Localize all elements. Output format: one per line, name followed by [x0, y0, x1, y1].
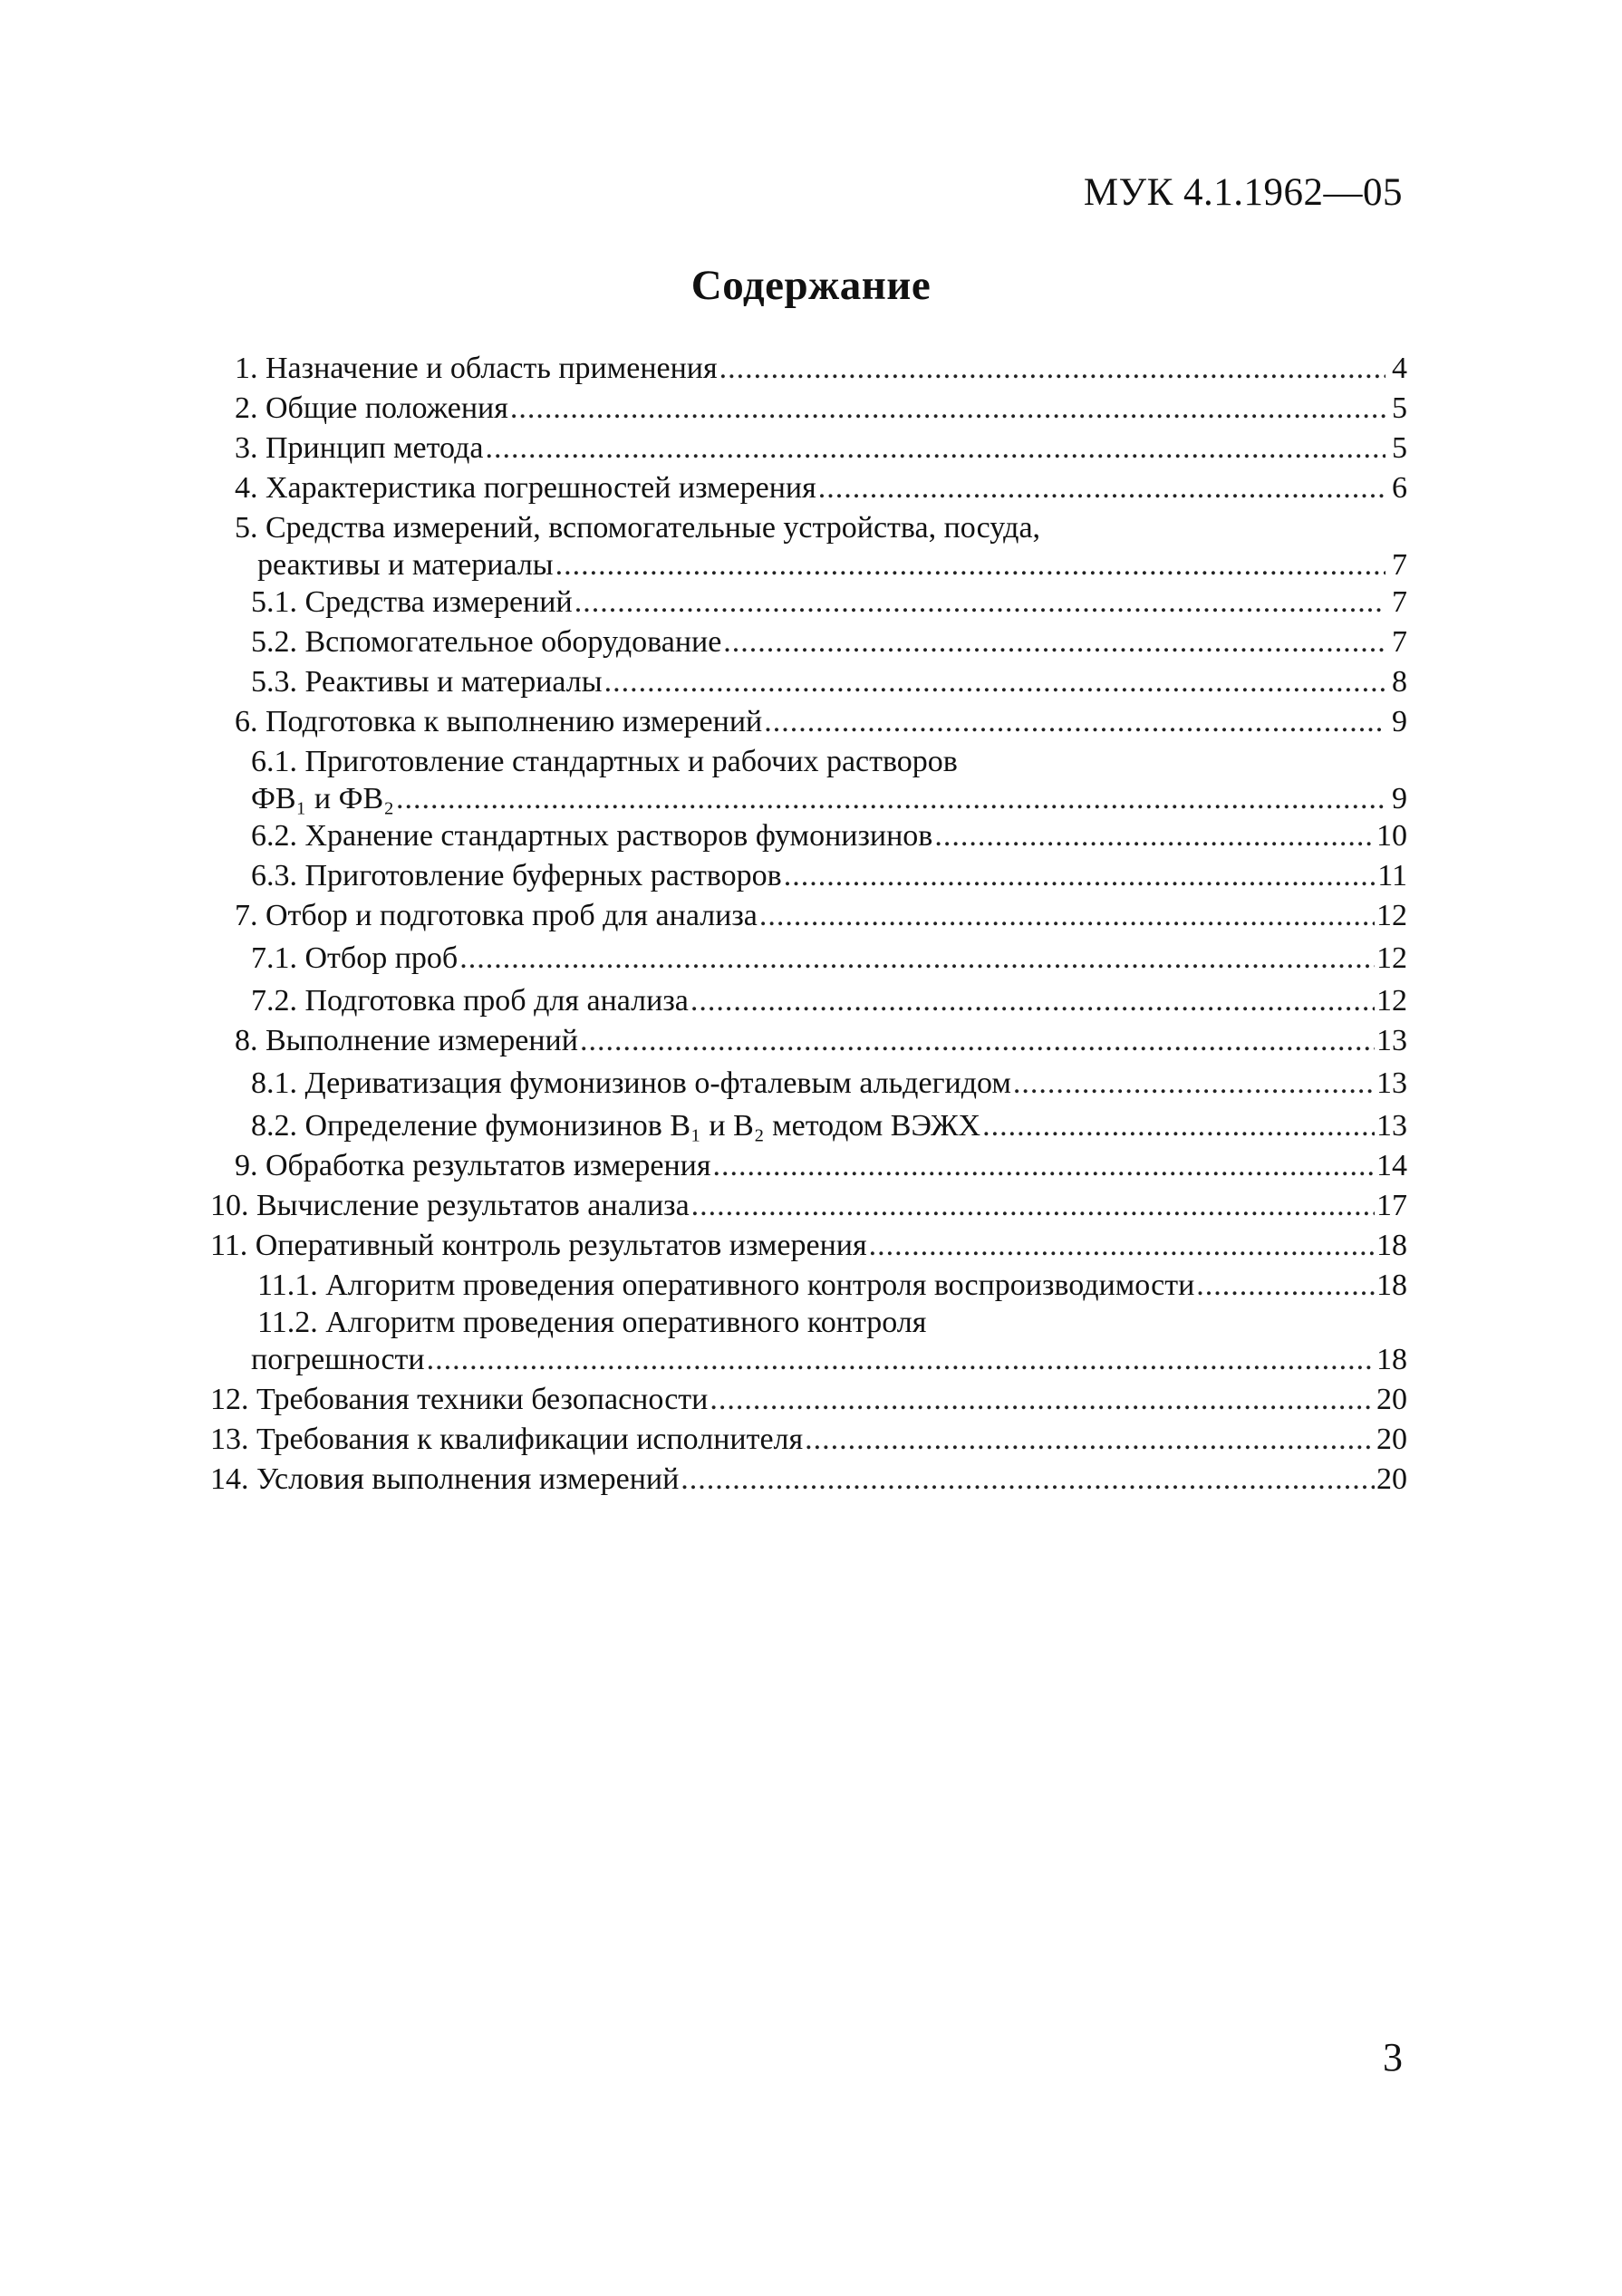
toc-leader-dots [485, 429, 1385, 468]
toc-entry-page: 20 [1376, 1462, 1407, 1496]
toc-entry-continuation [210, 1340, 1407, 1380]
toc-entry-text: 5.3. Реактивы и материалы [251, 665, 603, 699]
toc-entry [210, 896, 1407, 936]
toc-leader-dots [691, 1186, 1375, 1226]
toc-entry-text: 6. Подготовка к выполнению измерений [235, 705, 763, 738]
toc-entry-text: 6.2. Хранение стандартных растворов фумонизинов [251, 819, 933, 853]
toc-entry-text: 11.1. Алгоритм проведения оперативного контроля воспроизводимости [257, 1269, 1195, 1302]
toc-entry [210, 583, 1407, 622]
toc-leader-dots [510, 389, 1385, 429]
toc-leader-dots [723, 622, 1385, 662]
toc-leader-dots [934, 816, 1375, 856]
toc-entry-text: ФВ₁ и ФВ₂ [251, 782, 394, 815]
toc-entry-text: 12. Требования техники безопасности [210, 1383, 709, 1416]
toc-entry-text: 3. Принцип метода [235, 431, 484, 465]
toc-entry-page: 11 [1377, 859, 1407, 892]
toc-leader-dots [1013, 1061, 1375, 1106]
toc-entry-page: 13 [1376, 1066, 1407, 1100]
toc-entry-page: 7 [1392, 625, 1407, 659]
toc-entry-continuation [210, 782, 1407, 816]
toc-entry [210, 936, 1407, 981]
toc-leader-dots [759, 896, 1375, 936]
toc-leader-dots [396, 782, 1385, 816]
toc-entry-page: 20 [1376, 1423, 1407, 1456]
toc-entry [210, 349, 1407, 389]
toc-entry [210, 429, 1407, 468]
toc-leader-dots [784, 856, 1376, 896]
toc-entry-page: 20 [1376, 1383, 1407, 1416]
toc-entry-text: 11.2. Алгоритм проведения оперативного контроля [257, 1306, 927, 1339]
toc-entry-page: 9 [1392, 782, 1407, 815]
toc-entry [210, 981, 1407, 1021]
toc-leader-dots [764, 702, 1385, 742]
toc-entry [210, 1226, 1407, 1266]
toc-entry [210, 1420, 1407, 1460]
toc-entry-page: 5 [1392, 391, 1407, 425]
toc-entry-page: 18 [1376, 1343, 1407, 1376]
toc-leader-dots [719, 349, 1385, 389]
toc-entry-text: 5.2. Вспомогательное оборудование [251, 625, 722, 659]
toc-entry [210, 742, 1407, 782]
toc-entry-text: 14. Условия выполнения измерений [210, 1462, 680, 1496]
toc-leader-dots [690, 981, 1375, 1021]
toc-entry [210, 1460, 1407, 1500]
toc-entry-text: реактивы и материалы [257, 548, 554, 582]
toc-entry-page: 17 [1376, 1189, 1407, 1222]
toc-entry [210, 508, 1407, 548]
toc-entry-text: 4. Характеристика погрешностей измерения [235, 471, 816, 505]
toc-leader-dots [982, 1106, 1375, 1146]
toc-entry-page: 14 [1376, 1149, 1407, 1182]
toc-leader-dots [681, 1460, 1375, 1500]
toc-entry-text: 1. Назначение и область применения [235, 352, 718, 385]
toc-entry [210, 1306, 1407, 1340]
toc-entry-page: 18 [1376, 1229, 1407, 1262]
toc-entry-text: 6.1. Приготовление стандартных и рабочих растворов [251, 745, 958, 778]
toc-entry-page: 8 [1392, 665, 1407, 699]
toc-entry-page: 9 [1392, 705, 1407, 738]
toc-entry-text: 7. Отбор и подготовка проб для анализа [235, 899, 758, 932]
toc-entry [210, 1021, 1407, 1061]
toc-entry [210, 1061, 1407, 1106]
toc-entry [210, 1266, 1407, 1306]
toc-entry-page: 12 [1376, 899, 1407, 932]
toc-leader-dots [869, 1226, 1375, 1266]
toc-entry-page: 5 [1392, 431, 1407, 465]
toc-entry-text: 10. Вычисление результатов анализа [210, 1189, 690, 1222]
toc-entry-text: 8.1. Дериватизация фумонизинов о-фталевым альдегидом [251, 1066, 1011, 1100]
toc-entry [210, 468, 1407, 508]
toc-entry [210, 702, 1407, 742]
toc-entry [210, 389, 1407, 429]
toc-entry-text: погрешности [251, 1343, 425, 1376]
toc-leader-dots [805, 1420, 1375, 1460]
toc-leader-dots [710, 1380, 1375, 1420]
document-code: МУК 4.1.1962—05 [1083, 171, 1403, 214]
toc-entry [210, 1106, 1407, 1146]
table-of-contents [210, 349, 1407, 1500]
toc-entry-text: 5. Средства измерений, вспомогательные устройства, посуда, [235, 511, 1041, 545]
toc-leader-dots [555, 548, 1385, 583]
toc-leader-dots [1196, 1266, 1375, 1306]
toc-entry-page: 10 [1376, 819, 1407, 853]
toc-leader-dots [818, 468, 1385, 508]
toc-entry-page: 7 [1392, 548, 1407, 582]
toc-entry-text: 13. Требования к квалификации исполнителя [210, 1423, 804, 1456]
toc-entry-page: 12 [1376, 941, 1407, 975]
toc-entry [210, 1186, 1407, 1226]
toc-leader-dots [712, 1146, 1375, 1186]
toc-entry-text: 8. Выполнение измерений [235, 1024, 578, 1057]
toc-entry [210, 1146, 1407, 1186]
toc-entry [210, 856, 1407, 896]
toc-leader-dots [427, 1340, 1375, 1380]
toc-entry-text: 7.1. Отбор проб [251, 941, 459, 975]
toc-entry [210, 622, 1407, 662]
toc-entry [210, 816, 1407, 856]
toc-leader-dots [574, 583, 1385, 622]
toc-entry-page: 12 [1376, 984, 1407, 1018]
toc-entry-continuation [210, 548, 1407, 583]
toc-entry-text: 9. Обработка результатов измерения [235, 1149, 711, 1182]
toc-entry-page: 13 [1376, 1109, 1407, 1143]
page-number: 3 [1383, 2035, 1403, 2079]
toc-entry-page: 13 [1376, 1024, 1407, 1057]
toc-title: Содержание [690, 262, 932, 309]
toc-entry-text: 11. Оперативный контроль результатов измерения [210, 1229, 867, 1262]
toc-leader-dots [459, 936, 1375, 981]
toc-leader-dots [580, 1021, 1375, 1061]
toc-leader-dots [604, 662, 1385, 702]
toc-entry-text: 8.2. Определение фумонизинов B₁ и B₂ методом ВЭЖХ [251, 1109, 981, 1143]
toc-entry-text: 6.3. Приготовление буферных растворов [251, 859, 782, 892]
toc-entry [210, 1380, 1407, 1420]
toc-entry-page: 4 [1392, 352, 1407, 385]
toc-entry-page: 7 [1392, 585, 1407, 619]
toc-entry [210, 662, 1407, 702]
toc-entry-text: 5.1. Средства измерений [251, 585, 573, 619]
toc-entry-text: 7.2. Подготовка проб для анализа [251, 984, 689, 1018]
toc-entry-page: 18 [1376, 1269, 1407, 1302]
toc-entry-text: 2. Общие положения [235, 391, 508, 425]
toc-entry-page: 6 [1392, 471, 1407, 505]
